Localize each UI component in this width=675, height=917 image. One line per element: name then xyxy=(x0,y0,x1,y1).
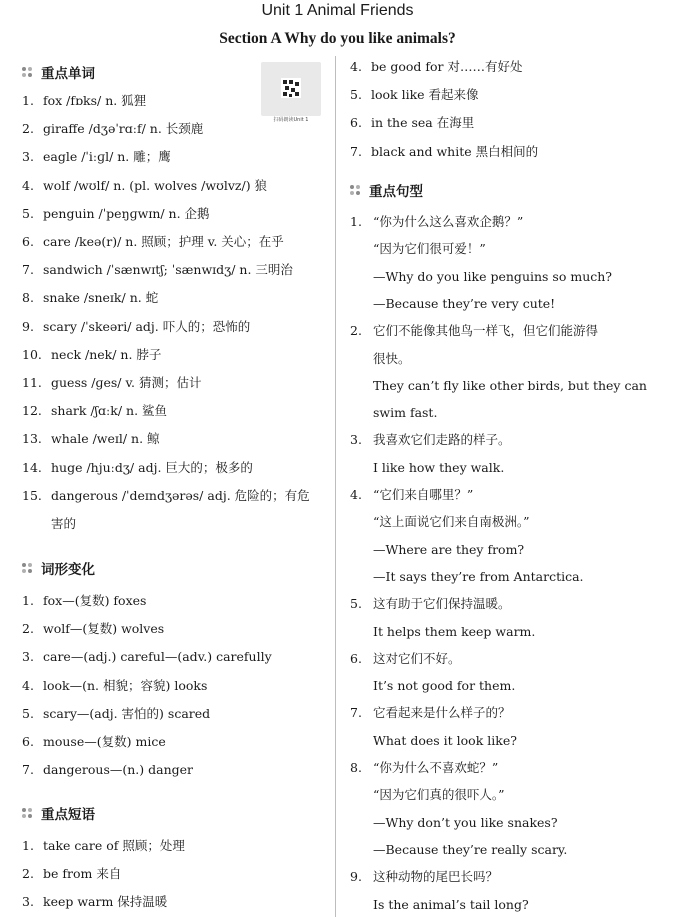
item-text: keep warm 保持温暖 xyxy=(43,894,168,910)
item-text: “你为什么不喜欢蛇？” xyxy=(373,760,499,775)
sentence-line xyxy=(373,569,584,585)
section-heading-text: 重点单词 xyxy=(41,66,95,82)
item-number: 2. xyxy=(350,323,362,339)
item-text: be good for 对……有好处 xyxy=(371,59,523,74)
item-text: dangerous /ˈdeɪndʒərəs/ adj. 危险的；有危 xyxy=(51,487,310,503)
vocab-item xyxy=(22,319,250,335)
form-item xyxy=(22,649,272,665)
sentence-line xyxy=(373,897,529,913)
page-title: Unit 1 Animal Friends xyxy=(261,2,414,19)
vocab-item xyxy=(22,431,160,447)
phrase-item xyxy=(350,144,538,160)
phrase-item xyxy=(350,115,474,131)
section-title: Section A Why do you like animals? xyxy=(219,30,456,47)
item-text: whale /weɪl/ n. 鲸 xyxy=(51,431,160,447)
sentence-line xyxy=(373,296,555,312)
item-text: scary /ˈskeəri/ adj. 吓人的；恐怖的 xyxy=(43,318,251,334)
item-text: swim fast. xyxy=(373,405,438,421)
section-bullet-icon xyxy=(22,67,34,77)
form-item xyxy=(22,734,166,750)
item-number: 5. xyxy=(350,87,362,103)
item-number: 1. xyxy=(350,214,362,229)
vocab-item xyxy=(22,347,161,363)
item-number: 8. xyxy=(350,760,362,775)
item-number: 6. xyxy=(22,234,34,249)
item-number: 6. xyxy=(350,115,362,131)
item-text: “因为它们真的很吓人。” xyxy=(373,787,505,803)
section-bullet-icon xyxy=(22,563,34,573)
item-text: eagle /ˈiːɡl/ n. 雕；鹰 xyxy=(43,149,171,165)
sentence-line xyxy=(350,705,511,721)
sentence-line xyxy=(373,351,411,367)
item-text: huge /hjuːdʒ/ adj. 巨大的；极多的 xyxy=(51,459,253,475)
item-text: care /keə(r)/ n. 照顾；护理 v. 关心；在乎 xyxy=(43,234,284,249)
item-number: 15. xyxy=(22,487,42,503)
item-text: look—(n. 相貌；容貌) looks xyxy=(43,677,208,693)
sentence-line xyxy=(373,269,612,285)
item-number: 4. xyxy=(22,177,34,193)
qr-image xyxy=(261,62,321,116)
item-number: 9. xyxy=(350,869,362,885)
item-number: 2. xyxy=(22,621,34,637)
item-text: 这对它们不好。 xyxy=(373,650,461,666)
sentence-line xyxy=(373,842,567,858)
item-text: neck /nek/ n. 脖子 xyxy=(51,346,162,362)
sentence-line xyxy=(373,815,558,831)
form-item xyxy=(22,593,146,609)
item-text: penguin /ˈpeŋɡwɪn/ n. 企鹅 xyxy=(43,205,210,221)
vocab-item xyxy=(22,149,171,165)
item-text: 这种动物的尾巴长吗？ xyxy=(373,869,499,885)
item-number: 1. xyxy=(22,838,34,853)
qr-code[interactable] xyxy=(261,62,321,122)
vocab-item xyxy=(22,403,167,419)
item-number: 2. xyxy=(22,866,34,882)
item-text: care—(adj.) careful—(adv.) carefully xyxy=(43,649,272,665)
item-text: black and white 黑白相间的 xyxy=(371,143,539,159)
sentence-line xyxy=(373,378,647,394)
sentences-heading xyxy=(350,180,423,200)
item-text: 它们不能像其他鸟一样飞，但它们能游得 xyxy=(373,323,599,339)
phrase-item xyxy=(22,838,185,854)
sentence-line xyxy=(350,760,498,776)
vocab-item xyxy=(22,375,202,391)
item-number: 3. xyxy=(22,894,34,910)
vocab-item xyxy=(22,488,310,504)
item-text: I like how they walk. xyxy=(373,459,505,475)
item-text: —It says they’re from Antarctica. xyxy=(373,568,584,584)
phrase-item xyxy=(22,894,167,910)
forms-heading xyxy=(22,558,95,578)
vocab-item xyxy=(22,178,267,194)
sentence-line xyxy=(373,624,535,640)
vocab-item-wrap xyxy=(51,516,76,532)
item-text: —Why don’t you like snakes? xyxy=(373,814,558,830)
item-text: —Why do you like penguins so much? xyxy=(373,268,612,284)
item-number: 3. xyxy=(350,432,362,448)
vocab-item xyxy=(22,93,146,109)
item-text: guess /ɡes/ v. 猜测；估计 xyxy=(51,375,202,390)
item-text: It’s not good for them. xyxy=(373,678,516,694)
item-number: 6. xyxy=(22,734,34,749)
sentence-line xyxy=(373,787,505,803)
sentence-line xyxy=(373,678,515,694)
form-item xyxy=(22,621,164,637)
sentence-line xyxy=(350,323,598,339)
item-text: “它们来自哪里？” xyxy=(373,487,474,502)
item-text: It helps them keep warm. xyxy=(373,623,536,639)
item-number: 7. xyxy=(350,143,362,159)
sentence-line xyxy=(373,405,437,421)
item-number: 1. xyxy=(22,93,34,108)
item-number: 4. xyxy=(22,677,34,693)
item-text: be from 来自 xyxy=(43,866,122,882)
phrase-item xyxy=(22,866,121,882)
item-number: 8. xyxy=(22,290,34,306)
sentence-line xyxy=(350,596,511,612)
item-text: 我喜欢它们走路的样子。 xyxy=(373,432,511,448)
vocab-heading xyxy=(22,62,95,82)
item-text: “因为它们很可爱！” xyxy=(373,241,486,257)
item-text: 害的 xyxy=(51,516,77,531)
section-heading-text: 重点短语 xyxy=(41,807,95,823)
section-heading-text: 词形变化 xyxy=(41,562,95,578)
item-number: 7. xyxy=(22,262,34,278)
item-text: mouse—(复数) mice xyxy=(43,734,166,749)
sentence-line xyxy=(350,869,498,885)
vocab-item xyxy=(22,460,253,476)
form-item xyxy=(22,678,207,694)
section-heading-text: 重点句型 xyxy=(369,184,423,200)
vocab-item xyxy=(22,234,284,250)
item-text: dangerous—(n.) danger xyxy=(43,762,193,778)
item-number: 7. xyxy=(350,705,362,721)
item-text: wolf /wʊlf/ n. (pl. wolves /wʊlvz/) 狼 xyxy=(43,177,268,193)
item-text: look like 看起来像 xyxy=(371,87,479,103)
sentence-line xyxy=(373,514,530,530)
item-number: 5. xyxy=(350,596,362,612)
item-number: 3. xyxy=(22,149,34,165)
item-number: 9. xyxy=(22,318,34,334)
item-number: 11. xyxy=(22,375,42,390)
item-number: 7. xyxy=(22,762,34,778)
item-text: shark /ʃɑːk/ n. 鲨鱼 xyxy=(51,403,168,419)
item-number: 5. xyxy=(22,705,34,721)
item-text: “你为什么这么喜欢企鹅？” xyxy=(373,214,524,229)
item-text: giraffe /dʒəˈrɑːf/ n. 长颈鹿 xyxy=(43,121,204,137)
item-text: “这上面说它们来自南极洲。” xyxy=(373,514,530,530)
item-text: —Because they’re really scary. xyxy=(373,841,568,857)
vocab-item xyxy=(22,262,293,278)
item-text: in the sea 在海里 xyxy=(371,115,475,131)
sentence-line xyxy=(373,241,486,257)
phrases-heading xyxy=(22,803,95,823)
vocab-item xyxy=(22,290,158,306)
sentence-line xyxy=(373,542,524,558)
item-text: fox /fɒks/ n. 狐狸 xyxy=(43,93,147,108)
sentence-line xyxy=(350,214,523,230)
item-text: —Where are they from? xyxy=(373,541,525,557)
item-text: Is the animal’s tail long? xyxy=(373,896,529,912)
item-text: What does it look like? xyxy=(373,732,517,748)
item-text: They can’t fly like other birds, but they can xyxy=(373,377,647,393)
sentence-line xyxy=(350,651,461,667)
phrase-item xyxy=(350,59,523,75)
item-text: scary—(adj. 害怕的) scared xyxy=(43,705,211,721)
item-text: sandwich /ˈsænwɪtʃ; ˈsænwɪdʒ/ n. 三明治 xyxy=(43,262,293,278)
item-text: wolf—(复数) wolves xyxy=(43,621,165,637)
column-divider xyxy=(335,56,336,917)
vocab-item xyxy=(22,121,203,137)
item-number: 12. xyxy=(22,403,42,419)
sentence-line xyxy=(350,432,511,448)
item-text: 它看起来是什么样子的？ xyxy=(373,705,511,721)
item-number: 13. xyxy=(22,431,42,447)
item-number: 6. xyxy=(350,650,362,666)
item-text: —Because they’re very cute! xyxy=(373,295,556,311)
phrase-item xyxy=(350,87,479,103)
item-text: 很快。 xyxy=(373,350,411,366)
vocab-item xyxy=(22,206,210,222)
item-number: 4. xyxy=(350,59,362,74)
qr-caption: 扫码朗读Unit 1 xyxy=(273,117,309,123)
item-number: 10. xyxy=(22,346,42,362)
item-number: 14. xyxy=(22,459,42,475)
item-text: snake /sneɪk/ n. 蛇 xyxy=(43,290,159,306)
sentence-line xyxy=(373,733,517,749)
item-text: take care of 照顾；处理 xyxy=(43,838,185,853)
sentence-line xyxy=(350,487,473,503)
item-text: 这有助于它们保持温暖。 xyxy=(373,596,511,612)
item-number: 5. xyxy=(22,205,34,221)
item-number: 4. xyxy=(350,487,362,502)
form-item xyxy=(22,706,210,722)
sentence-line xyxy=(373,460,504,476)
form-item xyxy=(22,762,193,778)
item-number: 3. xyxy=(22,649,34,665)
section-bullet-icon xyxy=(350,185,362,195)
item-number: 2. xyxy=(22,121,34,137)
item-number: 1. xyxy=(22,593,34,608)
section-bullet-icon xyxy=(22,808,34,818)
item-text: fox—(复数) foxes xyxy=(43,593,147,608)
